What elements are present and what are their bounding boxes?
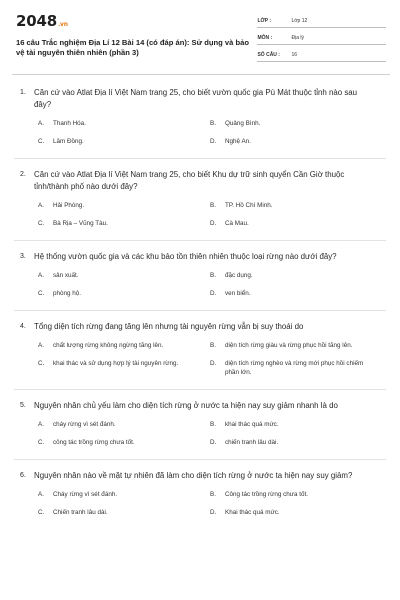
option-letter: C. [38,439,45,446]
question-number: 5. [20,402,26,409]
answer-option-d[interactable] [210,137,382,146]
option-text: Thanh Hóa. [53,120,86,127]
option-letter: D. [210,290,217,297]
answer-options [38,490,386,517]
info-label: LỚP : [257,17,272,24]
question-head [16,169,386,193]
option-letter: B. [210,202,216,209]
answer-option-c[interactable] [38,137,210,146]
option-letter: B. [210,342,216,349]
info-row-subject [257,31,386,45]
question-number: 3. [20,253,26,260]
logo-main: 2048 [16,12,57,30]
answer-options [38,119,386,146]
info-row-class [257,14,386,28]
question-text: Căn cứ vào Atlat Địa lí Việt Nam trang 25, cho biết Khu dự trữ sinh quyển Cần Giờ thuộc tỉnh/thành phố nào dưới đây? [34,170,345,191]
option-letter: A. [38,120,44,127]
question-text: Căn cứ vào Atlat Địa lí Việt Nam trang 25, cho biết vườn quốc gia Pù Mát thuộc tỉnh nào sau đây? [34,88,358,109]
site-logo[interactable] [16,12,257,34]
question-text: Nguyên nhân nào về mặt tự nhiên đã làm cho diện tích rừng ở nước ta hiện nay suy giảm? [34,471,353,480]
info-box [257,14,386,65]
option-letter: B. [210,120,216,127]
answer-options [38,271,386,298]
answer-option-c[interactable] [38,219,210,228]
question-3 [16,251,386,298]
option-letter: D. [210,439,217,446]
option-text: Cháy rừng vì sét đánh. [53,491,118,498]
option-text: ven biển. [225,290,251,297]
question-head [16,400,386,412]
question-6 [16,470,386,517]
info-value: 16 [291,51,298,58]
question-separator [14,459,386,460]
question-number: 6. [20,472,26,479]
info-row-count [257,48,386,62]
question-number: 4. [20,323,26,330]
option-text: chiến tranh lâu dài. [225,439,279,446]
option-text: Nghệ An. [225,138,251,145]
option-text: TP. Hồ Chí Minh. [225,202,273,209]
option-letter: B. [210,421,216,428]
option-text: đặc dụng. [225,272,253,279]
option-text: diện tích rừng giàu và rừng phục hồi tăng lên. [225,342,353,349]
question-number: 2. [20,171,26,178]
answer-option-a[interactable] [38,271,210,280]
question-separator [14,389,386,390]
question-text: Hệ thống vườn quốc gia và các khu bảo tồn thiên nhiên thuộc loại rừng nào dưới đây? [34,252,337,261]
option-letter: C. [38,220,45,227]
answer-option-b[interactable] [210,490,382,499]
answer-option-b[interactable] [210,341,382,350]
answer-options [38,341,386,377]
option-text: khai thác quá mức. [225,421,279,428]
question-list [16,75,386,517]
question-4 [16,321,386,377]
info-value: Lớp 12 [291,17,308,24]
option-letter: B. [210,272,216,279]
answer-option-d[interactable] [210,508,382,517]
info-label: MÔN : [257,34,273,41]
answer-option-b[interactable] [210,201,382,210]
question-text: Nguyên nhân chủ yếu làm cho diện tích rừng ở nước ta hiện nay suy giảm nhanh là do [34,401,338,410]
option-text: khai thác và sử dụng hợp lý tài nguyên rừng. [53,360,179,367]
question-1 [16,87,386,146]
answer-option-c[interactable] [38,508,210,517]
option-letter: A. [38,272,44,279]
question-separator [14,240,386,241]
answer-option-c[interactable] [38,359,210,377]
answer-option-a[interactable] [38,201,210,210]
option-text: Công tác trồng rừng chưa tốt. [225,491,308,498]
question-head [16,251,386,263]
question-separator [14,310,386,311]
option-letter: A. [38,421,44,428]
document-title: 16 câu Trắc nghiệm Địa Lí 12 Bài 14 (có đáp án): Sử dụng và bảo vệ tài nguyên thiên nhiên (phần 3) [16,38,249,57]
option-text: diện tích rừng nghèo và rừng mới phục hồi chiếm phần lớn. [225,360,364,376]
question-separator [14,158,386,159]
option-letter: C. [38,509,45,516]
option-text: Chiến tranh lâu dài. [53,509,108,516]
question-5 [16,400,386,447]
answer-option-a[interactable] [38,420,210,429]
answer-option-b[interactable] [210,119,382,128]
option-text: công tác trồng rừng chưa tốt. [53,439,135,446]
option-text: Cà Mau. [225,220,249,227]
option-text: sản xuất. [53,272,79,279]
question-number: 1. [20,89,26,96]
answer-option-c[interactable] [38,289,210,298]
option-letter: B. [210,491,216,498]
answer-option-b[interactable] [210,420,382,429]
answer-option-d[interactable] [210,289,382,298]
option-text: cháy rừng vì sét đánh. [53,421,116,428]
option-text: Khai thác quá mức. [225,509,280,516]
option-letter: D. [210,360,217,367]
answer-option-b[interactable] [210,271,382,280]
option-letter: A. [38,342,44,349]
option-text: Quảng Bình. [225,120,261,127]
answer-options [38,201,386,228]
question-text: Tổng diện tích rừng đang tăng lên nhưng tài nguyên rừng vẫn bị suy thoái do [34,322,304,331]
header-left [16,12,257,58]
answer-option-a[interactable] [38,490,210,499]
answer-option-d[interactable] [210,359,382,377]
question-head [16,470,386,482]
question-head [16,321,386,333]
option-text: chất lượng rừng không ngừng tăng lên. [53,342,164,349]
option-letter: D. [210,220,217,227]
logo-suffix: .vn [57,21,68,28]
option-letter: C. [38,138,45,145]
answer-option-d[interactable] [210,219,382,228]
info-value: Địa lý [291,34,304,41]
answer-options [38,420,386,447]
answer-option-a[interactable] [38,119,210,128]
option-text: Lâm Đồng. [53,138,84,145]
option-text: Bà Rịa – Vũng Tàu. [53,220,108,227]
option-text: Hải Phòng. [53,202,85,209]
document-header [16,12,386,74]
option-letter: A. [38,202,44,209]
answer-option-c[interactable] [38,438,210,447]
info-label: SỐ CÂU : [257,51,280,58]
question-2 [16,169,386,228]
question-head [16,87,386,111]
answer-option-d[interactable] [210,438,382,447]
option-letter: C. [38,290,45,297]
answer-option-a[interactable] [38,341,210,350]
option-text: phòng hộ. [53,290,82,297]
option-letter: C. [38,360,45,367]
option-letter: D. [210,509,217,516]
option-letter: A. [38,491,44,498]
option-letter: D. [210,138,217,145]
